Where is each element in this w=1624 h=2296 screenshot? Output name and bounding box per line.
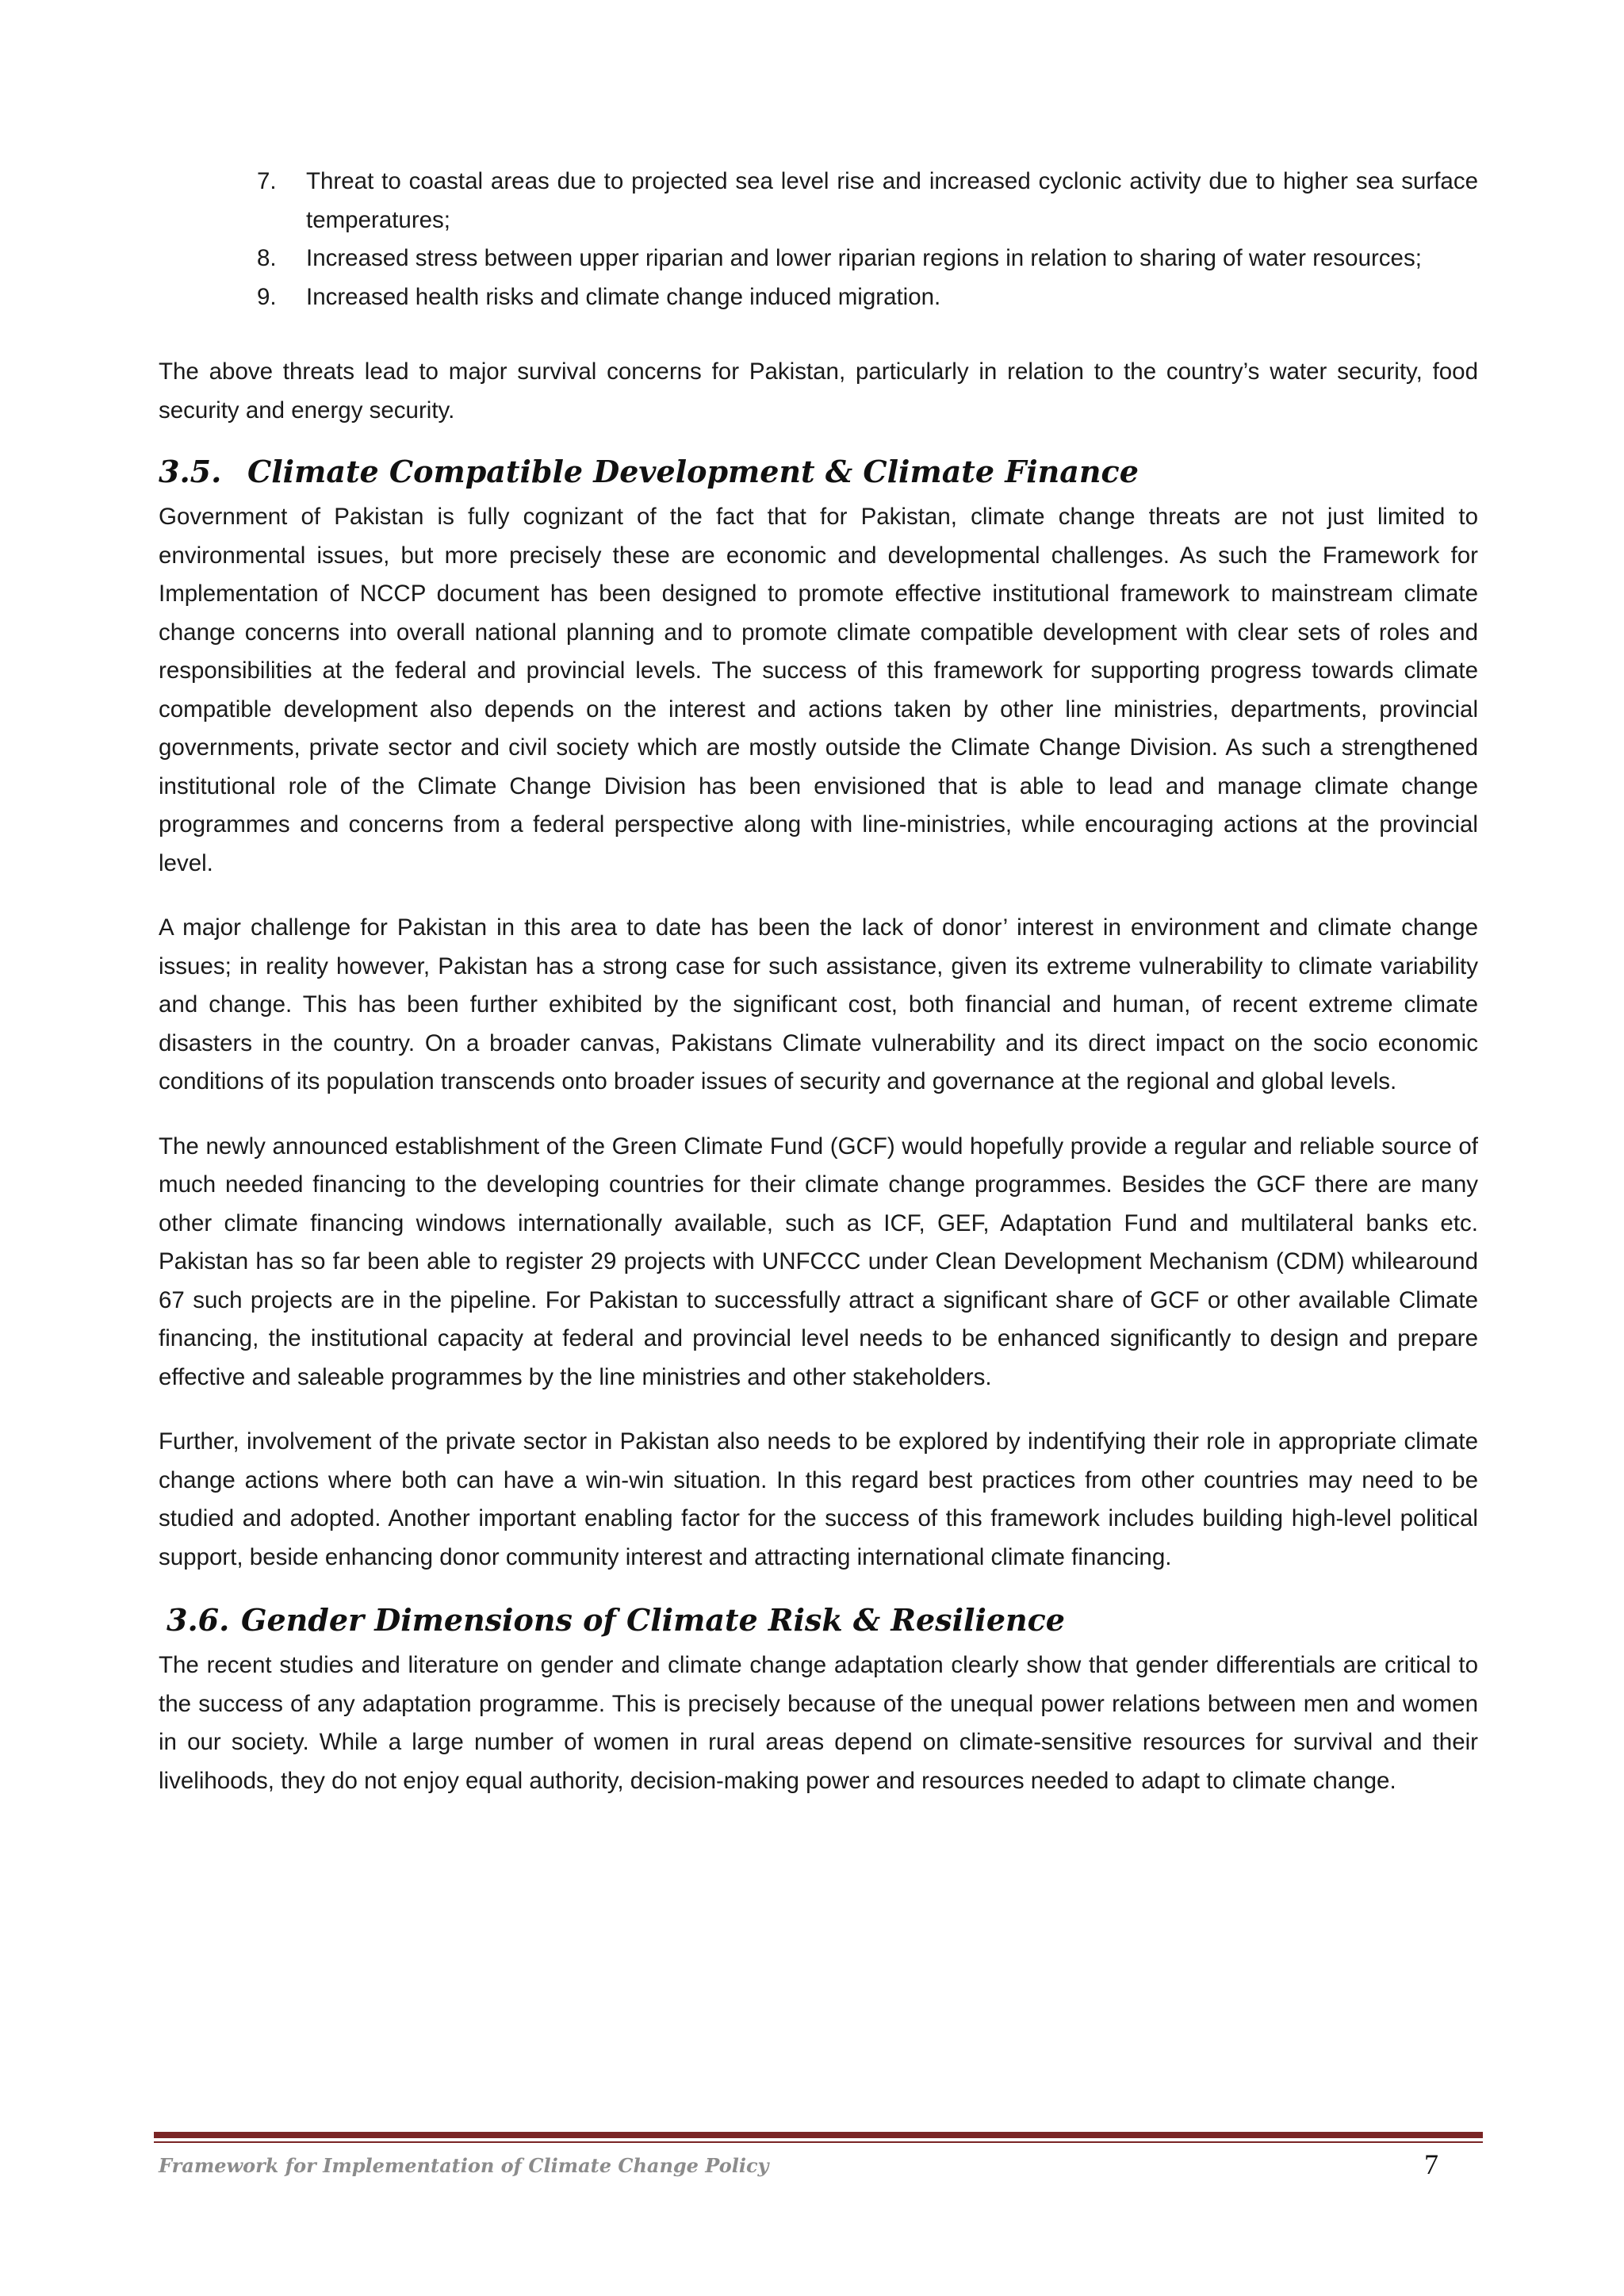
body-paragraph: The newly announced establishment of the Green Climate Fund (GCF) would hopefully provide a regular and reliable source of much needed financing to the developing countries for their climate change programmes. Besides the GCF there are many other climate financing windows internationally available, such as ICF, GEF, Adaptation Fund and multilateral banks etc. Pakistan has so far been able to register 29 projects with UNFCCC under Clean Development Mechanism (CDM) whilearound 67 such projects are in the pipeline. For Pakistan to successfully attract a significant share of GCF or other available Climate financing, the institutional capacity at federal and provincial level needs to be enhanced significantly to design and prepare effective and saleable programmes by the line ministries and other stakeholders. xyxy=(159,1133,1478,1390)
threat-list xyxy=(159,163,1478,316)
intro-paragraph: The above threats lead to major survival concerns for Pakistan, particularly in relation to the country’s water security, food security and energy security. xyxy=(159,358,1478,424)
body-paragraph: Further, involvement of the private sector in Pakistan also needs to be explored by indentifying their role in appropriate climate change actions where both can have a win-win situation. In this regard best practices from other countries may need to be studied and adopted. Another important enabling factor for the success of this framework includes building high-level political support, beside enhancing donor community interest and attracting international climate financing. xyxy=(159,1428,1478,1570)
list-item-text: Threat to coastal areas due to projected sea level rise and increased cyclonic activity due to higher sea surface temperatures; xyxy=(306,168,1478,233)
list-item xyxy=(257,163,1478,240)
section-heading-3-5 xyxy=(159,452,1478,492)
footer-divider-thin xyxy=(154,2141,1483,2143)
page-content xyxy=(159,163,1478,1800)
footer-document-title: Framework for Implementation of Climate Change Policy xyxy=(159,2154,769,2177)
list-item-number: 8. xyxy=(257,245,277,271)
section-number: 3.5. xyxy=(159,454,222,489)
page-number: 7 xyxy=(1424,2148,1438,2180)
list-item-text: Increased stress between upper riparian and lower riparian regions in relation to sharing of water resources; xyxy=(306,245,1422,271)
section-title: Gender Dimensions of Climate Risk & Resilience xyxy=(241,1602,1065,1638)
list-item xyxy=(257,278,1478,317)
section-number: 3.6. xyxy=(167,1602,230,1638)
list-item-number: 7. xyxy=(257,168,277,194)
body-paragraph: A major challenge for Pakistan in this area to date has been the lack of donor’ interest in environment and climate change issues; in reality however, Pakistan has a strong case for such assistance, given its extreme vulnerability to climate variability and change. This has been further exhibited by the significant cost, both financial and human, of recent extreme climate disasters in the country. On a broader canvas, Pakistans Climate vulnerability and its direct impact on the socio economic conditions of its population transcends onto broader issues of security and governance at the regional and global levels. xyxy=(159,914,1478,1094)
section-title: Climate Compatible Development & Climate Finance xyxy=(247,454,1139,489)
list-item xyxy=(257,240,1478,278)
list-item-number: 9. xyxy=(257,283,277,310)
section-heading-3-6 xyxy=(159,1600,1478,1640)
footer-divider xyxy=(154,2132,1483,2138)
body-paragraph: Government of Pakistan is fully cognizant of the fact that for Pakistan, climate change threats are not just limited to environmental issues, but more precisely these are economic and developmental challenges. As such the Framework for Implementation of NCCP document has been designed to promote effective institutional framework to mainstream climate change concerns into overall national planning and to promote climate compatible development with clear sets of roles and responsibilities at the federal and provincial levels. The success of this framework for supporting progress towards climate compatible development also depends on the interest and actions taken by other line ministries, departments, provincial governments, private sector and civil society which are mostly outside the Climate Change Division. As such a strengthened institutional role of the Climate Change Division has been envisioned that is able to lead and manage climate change programmes and concerns from a federal perspective along with line-ministries, while encouraging actions at the provincial level. xyxy=(159,504,1478,876)
list-item-text: Increased health risks and climate change induced migration. xyxy=(306,283,941,310)
body-paragraph: The recent studies and literature on gender and climate change adaptation clearly show that gender differentials are critical to the success of any adaptation programme. This is precisely because of the unequal power relations between men and women in our society. While a large number of women in rural areas depend on climate-sensitive resources for survival and their livelihoods, they do not enjoy equal authority, decision-making power and resources needed to adapt to climate change. xyxy=(159,1652,1478,1794)
